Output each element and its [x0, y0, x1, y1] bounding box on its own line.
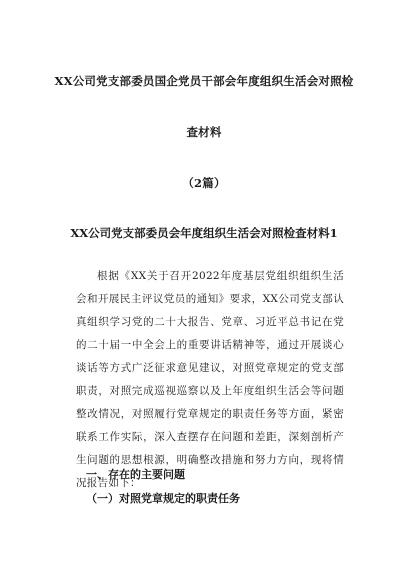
document-title-line-2: 查材料	[186, 125, 222, 139]
section-heading-2: （一）对照党章规定的职责任务	[86, 492, 240, 505]
section-subtitle: XX公司党支部委员会年度组织生活会对照检查材料1	[70, 226, 338, 240]
document-title-line-1: XX公司党支部委员国企党员干部会年度组织生活会对照检	[54, 74, 354, 88]
body-paragraph: 根据《XX关于召开2022年度基层党组织组织生活会和开展民主评议党员的通知》要求，XX公司党支部认真组织学习党的二十大报告、党章、习近平总书记在党的二十届一中全会上的重要讲话精神等，通过开展谈心谈话等方式广泛征求意见建议，对照党章规定的党支部职责，对照完成巡视巡察以及上年度组织生活会等问题整改情况，对照履行党章规定的职责任务等方面，紧密联系工作实际，深入查摆存在问题和差距，深刻剖析产生问题的思想根源，明确整改措施和努力方向，现将情况报告如下：	[76, 270, 344, 489]
document-title-count: （2篇）	[182, 176, 226, 190]
section-heading-1: 一、存在的主要问题	[86, 468, 185, 481]
